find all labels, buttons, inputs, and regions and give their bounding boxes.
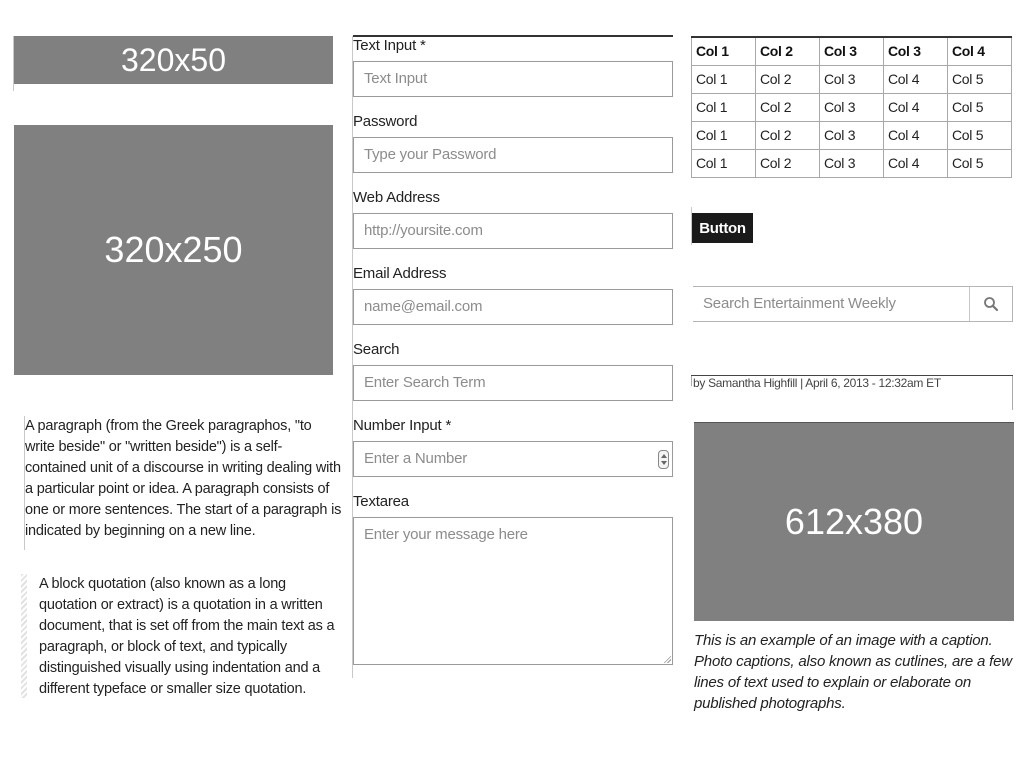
table-cell: Col 5: [948, 65, 1012, 93]
password-label: Password: [353, 113, 418, 130]
table-cell: Col 1: [692, 93, 756, 121]
byline-edge: [691, 376, 692, 386]
table-header-cell: Col 3: [820, 37, 884, 65]
table-cell: Col 4: [884, 149, 948, 177]
site-search-input[interactable]: [693, 286, 1013, 322]
table-cell: Col 1: [692, 149, 756, 177]
table-cell: Col 1: [692, 65, 756, 93]
photo-caption: This is an example of an image with a caption. Photo captions, also known as cutlines, are a few lines of text used to explain or elaborate on published photographs.: [694, 632, 1012, 712]
photo-placeholder-612x380: [694, 423, 1014, 621]
data-table: [691, 36, 1012, 178]
ad-size-label: 320x50: [121, 41, 226, 78]
table-cell: Col 4: [884, 121, 948, 149]
table-header-row: [692, 37, 1012, 65]
text-input-placeholder: Text Input: [364, 70, 428, 87]
byline-edge: [1012, 376, 1013, 410]
table-row: [692, 149, 1012, 177]
number-input[interactable]: [353, 441, 673, 477]
table-cell: Col 4: [884, 65, 948, 93]
ad-placeholder-320x50: [14, 36, 333, 84]
table-cell: Col 2: [756, 149, 820, 177]
table-cell: Col 2: [756, 121, 820, 149]
number-placeholder: Enter a Number: [364, 450, 468, 467]
table-header-cell: Col 3: [884, 37, 948, 65]
table-cell: Col 5: [948, 121, 1012, 149]
email-label: Email Address: [353, 265, 447, 282]
blockquote-bar: [21, 574, 27, 698]
photo-size-label: 612x380: [784, 501, 924, 542]
resize-grip-icon[interactable]: [663, 655, 671, 663]
textarea-placeholder: Enter your message here: [364, 526, 528, 543]
web-address-placeholder: http://yoursite.com: [364, 222, 483, 239]
message-textarea[interactable]: [353, 517, 673, 665]
text-input-label: Text Input *: [353, 37, 426, 54]
number-spinner-icon[interactable]: [658, 450, 669, 469]
search-label: Search: [353, 341, 400, 358]
ad-placeholder-320x250: [14, 125, 333, 375]
table-cell: Col 3: [820, 121, 884, 149]
table-cell: Col 2: [756, 93, 820, 121]
email-input[interactable]: [353, 289, 673, 325]
table-cell: Col 3: [820, 149, 884, 177]
web-address-label: Web Address: [353, 189, 440, 206]
search-submit-button[interactable]: [969, 287, 1012, 321]
table-cell: Col 4: [884, 93, 948, 121]
table-header-cell: Col 4: [948, 37, 1012, 65]
number-input-label: Number Input *: [353, 417, 452, 434]
search-input[interactable]: [353, 365, 673, 401]
table-cell: Col 5: [948, 93, 1012, 121]
primary-button[interactable]: Button: [692, 213, 753, 243]
table-header-cell: Col 2: [756, 37, 820, 65]
search-placeholder: Enter Search Term: [364, 374, 486, 391]
table-row: [692, 93, 1012, 121]
ad-size-label: 320x250: [104, 229, 243, 270]
table-cell: Col 1: [692, 121, 756, 149]
table-row: [692, 65, 1012, 93]
email-placeholder: name@email.com: [364, 298, 483, 315]
article-byline: by Samantha Highfill | April 6, 2013 - 12:32am ET: [693, 376, 941, 390]
table-row: [692, 121, 1012, 149]
web-address-input[interactable]: [353, 213, 673, 249]
site-search-placeholder: Search Entertainment Weekly: [703, 295, 896, 312]
text-input[interactable]: [353, 61, 673, 97]
table-cell: Col 2: [756, 65, 820, 93]
password-input[interactable]: [353, 137, 673, 173]
table-cell: Col 3: [820, 93, 884, 121]
sample-blockquote: A block quotation (also known as a long quotation or extract) is a quotation in a written document, that is set off from the main text as a paragraph, or block of text, and typically distinguished visually using indentation and a different typeface or smaller size quotation.: [39, 576, 335, 697]
password-placeholder: Type your Password: [364, 146, 497, 163]
table-cell: Col 5: [948, 149, 1012, 177]
textarea-label: Textarea: [353, 493, 409, 510]
magnifier-icon: [983, 296, 999, 312]
table-header-cell: Col 1: [692, 37, 756, 65]
sample-paragraph: A paragraph (from the Greek paragraphos, "to write beside" or "written beside") is a self-contained unit of a discourse in writing dealing with a particular point or idea. A paragraph consists of one or more sentences. The start of a paragraph is indicated by beginning on a new line.: [25, 418, 342, 539]
table-cell: Col 3: [820, 65, 884, 93]
